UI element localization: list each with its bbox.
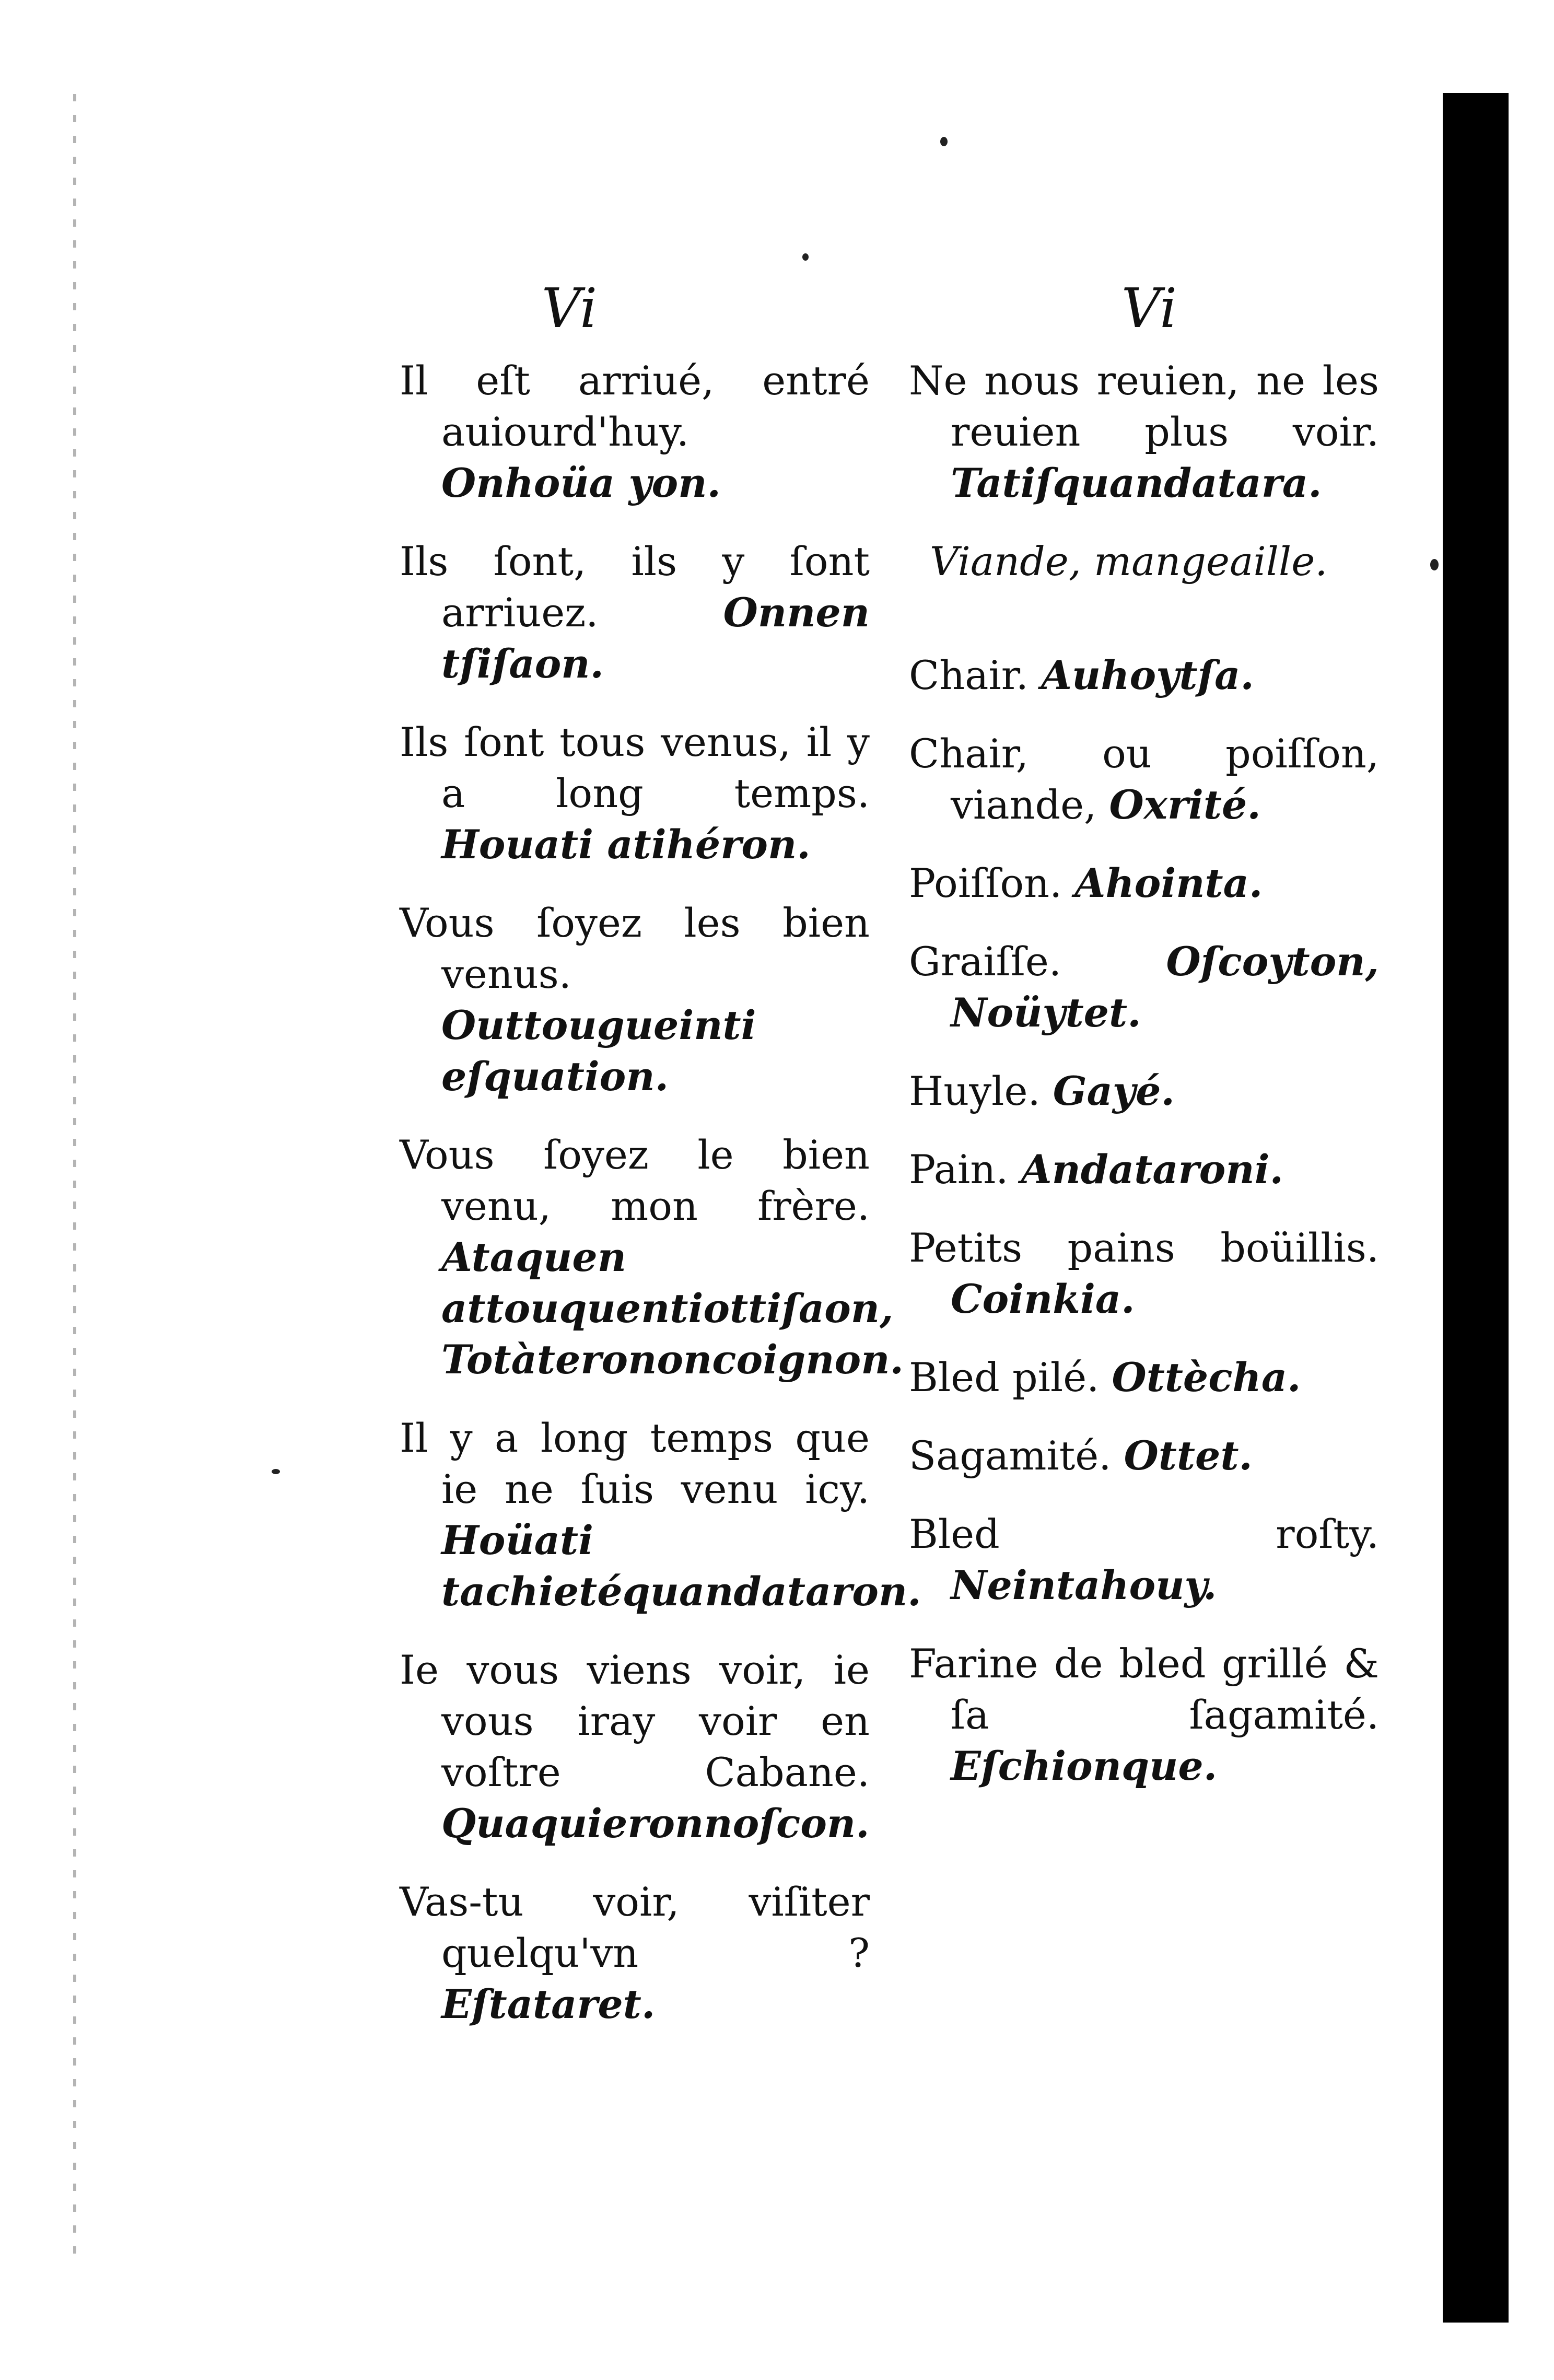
dictionary-entry bbox=[909, 936, 1379, 1039]
dictionary-entry bbox=[400, 717, 870, 870]
right-column-header: Vi bbox=[1121, 276, 1177, 340]
french-phrase: Vas-tu voir, viſiter quelqu'vn ? bbox=[400, 1879, 870, 1976]
huron-translation: Gayé. bbox=[1053, 1068, 1175, 1114]
french-phrase: Il y a long temps que ie ne ſuis venu icy. bbox=[400, 1415, 870, 1512]
huron-translation: Auhoytſa. bbox=[1041, 652, 1254, 698]
huron-translation: Coinkia. bbox=[951, 1276, 1135, 1322]
huron-translation: Andataroni. bbox=[1021, 1146, 1283, 1193]
scan-speck bbox=[802, 253, 809, 261]
french-phrase: Pain. bbox=[909, 1146, 1009, 1193]
dictionary-entry bbox=[909, 1144, 1379, 1195]
scan-speck bbox=[272, 1469, 280, 1474]
dictionary-entry bbox=[400, 536, 870, 690]
huron-translation: Quaquieronnoſcon. bbox=[441, 1800, 870, 1847]
huron-translation: Tatiſquandatara. bbox=[951, 460, 1322, 506]
dictionary-entry bbox=[909, 728, 1379, 831]
french-phrase: Petits pains boüillis. bbox=[909, 1224, 1379, 1271]
french-phrase: Poiſſon. bbox=[909, 860, 1062, 906]
dictionary-entry bbox=[400, 1876, 870, 2030]
huron-translation: Outtougueinti eſquation. bbox=[441, 1002, 756, 1100]
dictionary-entry bbox=[909, 1638, 1379, 1792]
french-phrase: Chair, ou poiſſon, viande, bbox=[909, 730, 1379, 828]
dictionary-entry bbox=[909, 1066, 1379, 1117]
dictionary-entry bbox=[909, 650, 1379, 701]
dictionary-entry bbox=[909, 1430, 1379, 1481]
french-phrase: Bled roſty. bbox=[909, 1511, 1379, 1557]
dictionary-entry bbox=[400, 1413, 921, 1617]
huron-translation: Ahointa. bbox=[1074, 860, 1263, 906]
dictionary-entry bbox=[909, 1352, 1379, 1403]
huron-translation: Oxrité. bbox=[1109, 781, 1261, 828]
french-phrase: Sagamité. bbox=[909, 1432, 1112, 1479]
huron-translation: Oſcoyton, Noüytet. bbox=[951, 938, 1379, 1036]
left-column bbox=[400, 355, 921, 2057]
dictionary-entry bbox=[400, 897, 870, 1102]
huron-translation: Ataquen attouquentiottiſaon, Totàterononcoignon. bbox=[441, 1234, 904, 1383]
dictionary-entry bbox=[909, 355, 1379, 509]
french-phrase: Vous ſoyez le bien venu, mon frère. bbox=[400, 1131, 870, 1229]
scan-speck bbox=[940, 137, 948, 146]
huron-translation: Onhoüa yon. bbox=[441, 460, 721, 506]
right-column bbox=[909, 355, 1379, 1819]
huron-translation: Neintahouy. bbox=[951, 1562, 1217, 1608]
french-phrase: Chair. bbox=[909, 652, 1029, 698]
section-heading: Viande, mangeaille. bbox=[930, 538, 1328, 585]
dictionary-entry bbox=[400, 1644, 870, 1849]
dictionary-entry bbox=[400, 355, 870, 509]
french-phrase: Ils ſont tous venus, il y a long temps. bbox=[400, 719, 870, 816]
left-column-header: Vi bbox=[541, 276, 598, 340]
french-phrase: Ie vous viens voir, ie vous iray voir en voſtre Cabane. bbox=[400, 1647, 870, 1795]
huron-translation: Ottet. bbox=[1124, 1432, 1253, 1479]
dictionary-entry bbox=[909, 1222, 1379, 1325]
scan-speck bbox=[1430, 559, 1439, 570]
huron-translation: Onnen tſiſaon. bbox=[441, 589, 870, 687]
scan-edge-shadow bbox=[73, 94, 76, 2262]
dictionary-entry bbox=[400, 1129, 904, 1385]
french-phrase: Huyle. bbox=[909, 1068, 1041, 1114]
french-phrase: Farine de bled grillé & ſa ſagamité. bbox=[909, 1640, 1379, 1738]
french-phrase: Graiſſe. bbox=[909, 938, 1062, 985]
dictionary-entry bbox=[909, 858, 1379, 909]
french-phrase: Vous ſoyez les bien venus. bbox=[400, 900, 870, 997]
french-phrase: Il eſt arriué, entré auiourd'huy. bbox=[400, 357, 870, 455]
dictionary-entry bbox=[909, 1509, 1379, 1611]
huron-translation: Ottècha. bbox=[1112, 1354, 1301, 1401]
french-phrase: Ils ſont, ils y ſont arriuez. bbox=[400, 538, 870, 636]
huron-translation: Eſchionque. bbox=[951, 1743, 1218, 1789]
french-phrase: Ne nous reuien, ne les reuien plus voir. bbox=[909, 357, 1379, 455]
french-phrase: Bled pilé. bbox=[909, 1354, 1100, 1401]
scan-black-border bbox=[1443, 93, 1509, 2323]
huron-translation: Eſtataret. bbox=[441, 1981, 656, 2027]
huron-translation: Hoüati tachietéquandataron. bbox=[441, 1517, 921, 1615]
huron-translation: Houati atihéron. bbox=[441, 821, 811, 868]
